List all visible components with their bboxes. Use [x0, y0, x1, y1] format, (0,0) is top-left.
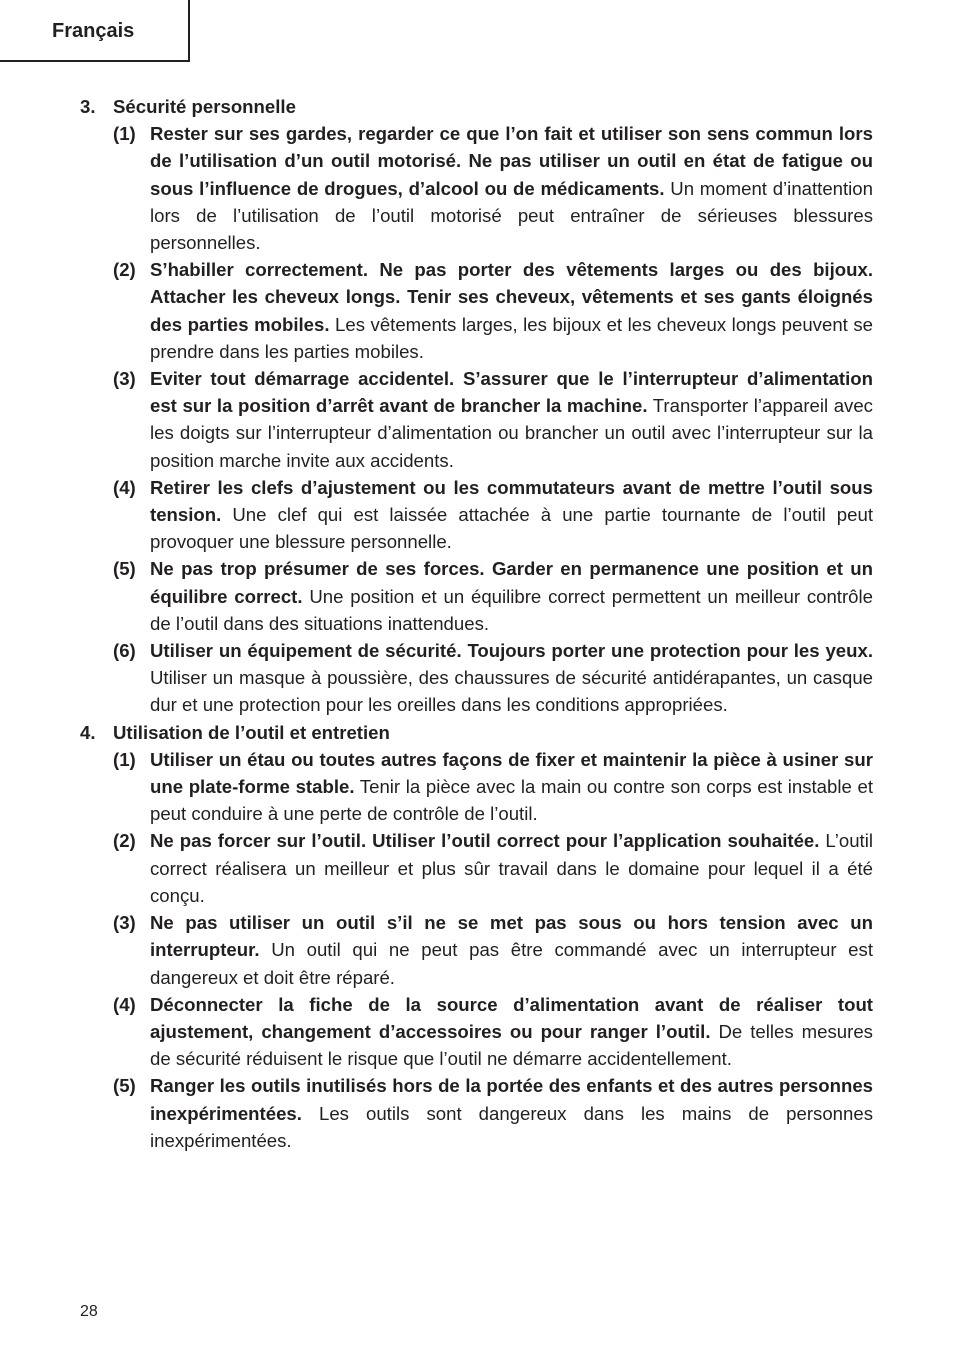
item-number: (4): [113, 993, 136, 1015]
item-text: Transporter l’appareil avec les doigts sur l’interrupteur d’alimentation ou brancher un outil avec l’interrupteur sur la position marche invite aux accidents.: [150, 395, 873, 471]
item-body: [150, 256, 873, 365]
list-item: [113, 637, 873, 719]
item-body: [150, 637, 873, 719]
list-item: [113, 827, 873, 909]
item-bold-text: Eviter tout démarrage accidentel. S’assurer que le l’interrupteur d’alimentation est sur la position d’arrêt avant de brancher la machine.: [150, 368, 873, 417]
item-text: Tenir la pièce avec la main ou contre son corps est instable et peut conduire à une perte de contrôle de l’outil.: [150, 776, 873, 825]
item-number: (4): [113, 476, 136, 498]
item-number: (6): [113, 640, 136, 662]
item-bold-text: Déconnecter la fiche de la source d’alimentation avant de réaliser tout ajustement, changement d’accessoires ou pour ranger l’outil.: [150, 993, 873, 1042]
item-text: Un outil qui ne peut pas être commandé avec un interrupteur est dangereux et doit être réparé.: [150, 939, 873, 988]
item-bold-text: Ne pas forcer sur l’outil. Utiliser l’outil correct pour l’application souhaitée.: [150, 830, 820, 852]
list-item: [113, 746, 873, 828]
item-body: [150, 909, 873, 991]
list-item: [113, 120, 873, 256]
section-heading: [80, 93, 873, 120]
document-body: [80, 93, 873, 1154]
item-text: Une position et un équilibre correct permettent un meilleur contrôle de l’outil dans des situations inattendues.: [150, 585, 873, 634]
item-bold-text: Ne pas utiliser un outil s’il ne se met pas sous ou hors tension avec un interrupteur.: [150, 912, 873, 961]
item-bold-text: Rester sur ses gardes, regarder ce que l’on fait et utiliser son sens commun lors de l’utilisation d’un outil motorisé. Ne pas utiliser un outil en état de fatigue ou sous l’influence de drogues, d’alcool ou de médicaments.: [150, 123, 873, 199]
list-item: [113, 991, 873, 1073]
item-body: [150, 827, 873, 909]
item-body: [150, 365, 873, 474]
item-bold-text: Ranger les outils inutilisés hors de la portée des enfants et des autres personnes inexpérimentées.: [150, 1075, 873, 1124]
item-text: Les vêtements larges, les bijoux et les cheveux longs peuvent se prendre dans les parties mobiles.: [150, 313, 873, 362]
list-item: [113, 909, 873, 991]
item-number: (1): [113, 748, 136, 770]
list-item: [113, 1072, 873, 1154]
list-item: [113, 555, 873, 637]
item-text: Un moment d’inattention lors de l’utilisation de l’outil motorisé peut entraîner de sérieuses blessures personnelles.: [150, 177, 873, 254]
item-number: (3): [113, 912, 136, 934]
item-bold-text: Ne pas trop présumer de ses forces. Garder en permanence une position et un équilibre correct.: [150, 558, 873, 607]
list-item: [113, 474, 873, 556]
list-item: [113, 365, 873, 474]
item-number: (3): [113, 368, 136, 390]
page-number: 28: [80, 1303, 98, 1320]
language-tab: [0, 0, 190, 62]
section-heading: [80, 719, 873, 746]
item-text: Les outils sont dangereux dans les mains de personnes inexpérimentées.: [150, 1102, 873, 1151]
item-text: De telles mesures de sécurité réduisent le risque que l’outil ne démarre accidentellement.: [150, 1020, 873, 1070]
item-number: (5): [113, 1075, 136, 1097]
section-number: 3.: [80, 96, 96, 117]
list-item: [113, 256, 873, 365]
item-bold-text: S’habiller correctement. Ne pas porter des vêtements larges ou des bijoux. Attacher les cheveux longs. Tenir ses cheveux, vêtements et ses gants éloignés des parties mobiles.: [150, 259, 873, 335]
item-text: Une clef qui est laissée attachée à une partie tournante de l’outil peut provoquer une blessure personnelle.: [150, 504, 873, 553]
language-label: Français: [52, 20, 135, 42]
item-number: (2): [113, 259, 136, 281]
item-bold-text: Utiliser un équipement de sécurité. Toujours porter une protection pour les yeux.: [150, 640, 873, 662]
item-body: [150, 120, 873, 256]
section-title: Utilisation de l’outil et entretien: [113, 721, 390, 743]
item-number: (2): [113, 830, 136, 852]
section-title: Sécurité personnelle: [113, 96, 296, 117]
item-number: (1): [113, 123, 136, 145]
item-body: [150, 555, 873, 637]
item-body: [150, 746, 873, 828]
item-number: (5): [113, 558, 136, 580]
item-body: [150, 991, 873, 1073]
item-body: [150, 474, 873, 556]
item-text: L’outil correct réalisera un meilleur et plus sûr travail dans le domaine pour lequel il a été conçu.: [150, 830, 873, 906]
item-bold-text: Retirer les clefs d’ajustement ou les commutateurs avant de mettre l’outil sous tension.: [150, 476, 873, 526]
section-number: 4.: [80, 721, 96, 743]
item-text: Utiliser un masque à poussière, des chaussures de sécurité antidérapantes, un casque dur et une protection pour les oreilles dans les conditions appropriées.: [150, 667, 873, 716]
item-body: [150, 1072, 873, 1154]
item-bold-text: Utiliser un étau ou toutes autres façons de fixer et maintenir la pièce à usiner sur une plate-forme stable.: [150, 748, 873, 798]
